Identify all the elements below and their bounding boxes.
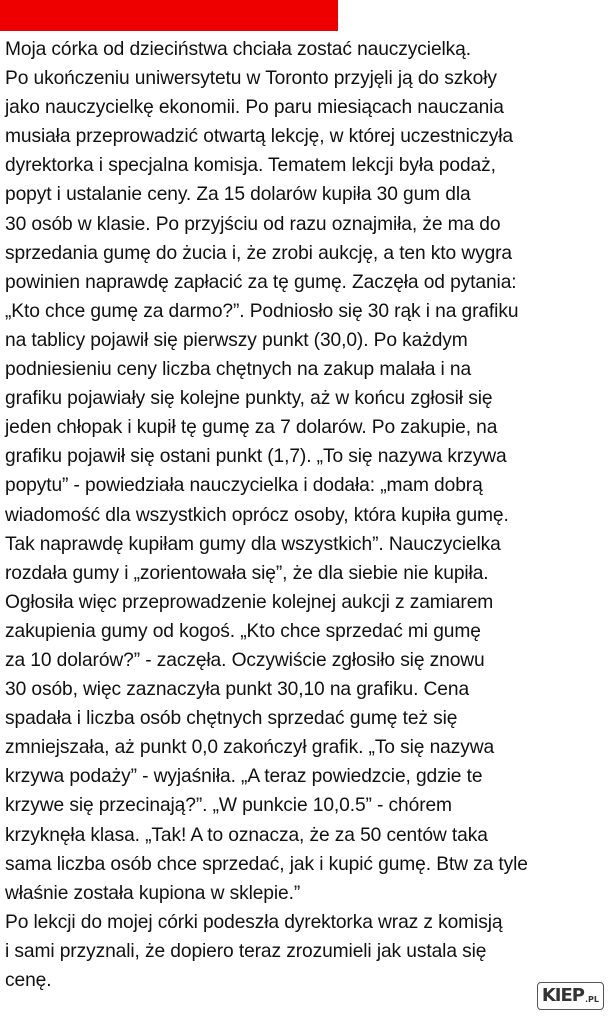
kiep-watermark-logo [537,982,604,1010]
story-line: 30 osób w klasie. Po przyjściu od razu oznajmiła, że ma do [5,213,501,235]
story-line: zakupienia gumy od kogoś. „Kto chce sprzedać mi gumę [5,620,481,642]
story-line: jeden chłopak i kupił tę gumę za 7 dolarów. Po zakupie, na [5,417,498,439]
story-line: powinien naprawdę zapłacić za tę gumę. Zaczęła od pytania: [5,271,517,293]
story-line: podniesieniu ceny liczba chętnych na zakup malała i na [5,359,472,381]
story-text [5,35,607,995]
story-line: grafiku pojawił się ostani punkt (1,7). „To się nazywa krzywa [5,446,507,468]
story-line: spadała i liczba osób chętnych sprzedać gumę też się [5,708,458,730]
story-line: Ogłosiła więc przeprowadzenie kolejnej aukcji z zamiarem [5,591,494,613]
story-line: Tak naprawdę kupiłam gumy dla wszystkich”. Nauczycielka [5,533,501,555]
story-line: Moja córka od dzieciństwa chciała zostać nauczycielką. [5,39,471,60]
story-line: zmniejszała, aż punkt 0,0 zakończył grafik. „To się nazywa [5,737,495,759]
story-line: krzywa podaży” - wyjaśniła. „A teraz powiedzcie, gdzie te [5,766,483,788]
story-line: krzyknęła klasa. „Tak! A to oznacza, że za 50 centów taka [5,824,488,846]
story-line: cenę. [5,970,52,991]
story-line: na tablicy pojawił się pierwszy punkt (30,0). Po każdym [5,329,468,351]
story-line: dyrektorka i specjalna komisja. Tematem lekcji była podaż, [5,155,496,177]
story-line: popytu” - powiedziała nauczycielka i dodała: „mam dobrą [5,475,483,497]
story-line: za 10 dolarów?” - zaczęła. Oczywiście zgłosiło się znowu [5,649,485,671]
story-line: krzywe się przecinają?”. „W punkcie 10,0.5” - chórem [5,795,452,817]
story-line: jako nauczycielkę ekonomii. Po paru miesiącach nauczania [5,97,504,119]
story-line: „Kto chce gumę za darmo?”. Podniosło się 30 rąk i na grafiku [5,300,519,322]
story-line: wiadomość dla wszystkich oprócz osoby, która kupiła gumę. [5,504,509,526]
story-line: właśnie została kupiona w sklepie.” [5,882,301,904]
story-line: 30 osób, więc zaznaczyła punkt 30,10 na grafiku. Cena [5,679,470,701]
story-line: i sami przyznali, że dopiero teraz zrozumieli jak ustala się [5,940,487,962]
story-line: rozdała gumy i „zorientowała się”, że dla siebie nie kupiła. [5,562,489,584]
story-line: Po ukończeniu uniwersytetu w Toronto przyjęli ją do szkoły [5,68,497,90]
story-line: popyt i ustalanie ceny. Za 15 dolarów kupiła 30 gum dla [5,184,471,206]
logo-main-text: KIEP [541,985,584,1006]
story-line: sama liczba osób chce sprzedać, jak i kupić gumę. Btw za tyle [5,853,528,875]
story-line: Po lekcji do mojej córki podeszła dyrektorka wraz z komisją [5,911,503,933]
story-line: grafiku pojawiały się kolejne punkty, aż w końcu zgłosił się [5,388,493,410]
logo-domain-text: .PL [585,995,599,1004]
red-header-bar [0,0,338,31]
story-line: musiała przeprowadzić otwartą lekcję, w której uczestniczyła [5,126,513,148]
story-line: sprzedania gumę do żucia i, że zrobi aukcję, a ten kto wygra [5,242,513,264]
